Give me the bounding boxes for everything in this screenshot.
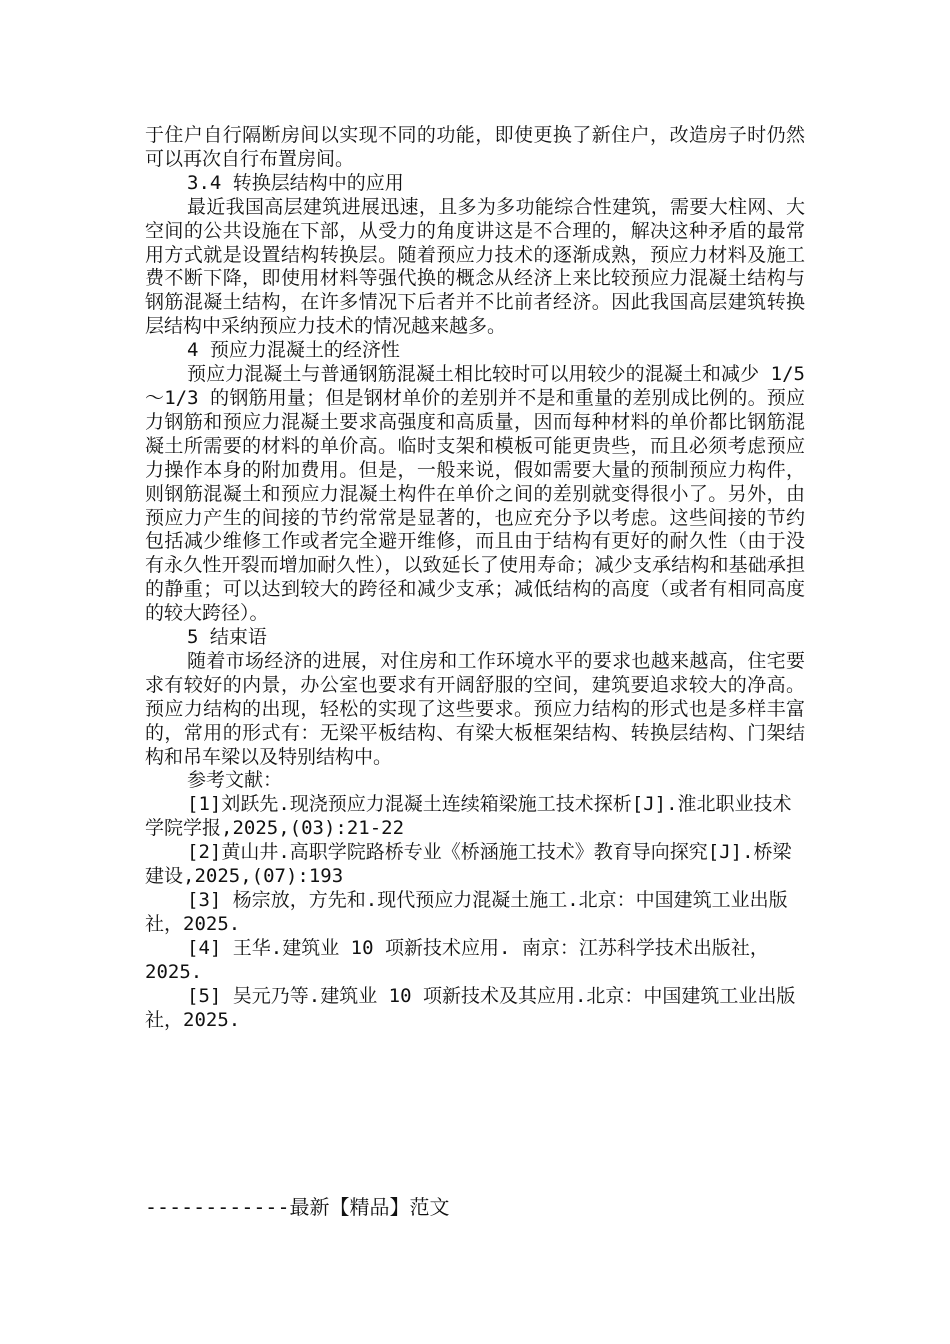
paragraph-economy: 预应力混凝土与普通钢筋混凝土相比较时可以用较少的混凝土和减少 1/5～1/3 的钢筋用量；但是钢材单价的差别并不是和重量的差别成比例的。预应力钢筋和预应力混凝土要求高强度和高质量，因而每种材料的单价都比钢筋混凝土所需要的材料的单价高。临时支架和模板可能更贵些，而且必须考虑预应力操作本身的附加费用。但是，一般来说，假如需要大量的预制预应力构件，则钢筋混凝土和预应力混凝土构件在单价之间的差别就变得很小了。另外，由预应力产生的间接的节约常常是显著的，也应充分予以考虑。这些间接的节约包括减少维修工作或者完全避开维修，而且由于结构有更好的耐久性（由于没有永久性开裂而增加耐久性），以致延长了使用寿命；减少支承结构和基础承担的静重；可以达到较大的跨径和减少支承；减低结构的高度（或者有相同高度的较大跨径）。	[145, 363, 805, 625]
reference-item-3: [3] 杨宗放，方先和.现代预应力混凝土施工.北京：中国建筑工业出版社，2025.	[145, 889, 788, 935]
reference-item-5: [5] 吴元乃等.建筑业 10 项新技术及其应用.北京：中国建筑工业出版社，2025.	[145, 984, 796, 1031]
reference-item-2: [2]黄山井.高职学院路桥专业《桥涵施工技术》教育导向探究[J].桥梁建设,2025,(07):193	[145, 841, 792, 888]
references-title: 参考文献：	[187, 769, 283, 792]
document-body	[145, 124, 805, 1032]
paragraph-transfer-layer: 最近我国高层建筑进展迅速，且多为多功能综合性建筑，需要大柱网、大空间的公共设施在下部，从受力的角度讲这是不合理的，解决这种矛盾的最常用方式就是设置结构转换层。随着预应力技术的逐渐成熟，预应力材料及施工费不断下降，即使用材料等强代换的概念从经济上来比较预应力混凝土结构与钢筋混凝土结构，在许多情况下后者并不比前者经济。因此我国高层建筑转换层结构中采纳预应力技术的情况越来越多。	[145, 195, 805, 338]
paragraph-conclusion: 随着市场经济的进展，对住房和工作环境水平的要求也越来越高，住宅要求有较好的内景，办公室也要求有开阔舒服的空间，建筑要追求较大的净高。预应力结构的出现，轻松的实现了这些要求。预应力结构的形式也是多样丰富的，常用的形式有：无梁平板结构、有梁大板框架结构、转换层结构、门架结构和吊车梁以及特别结构中。	[145, 649, 805, 768]
paragraph-continued: 于住户自行隔断房间以实现不同的功能，即使更换了新住户，改造房子时仍然可以再次自行布置房间。	[145, 124, 805, 170]
reference-item-4: [4] 王华.建筑业 10 项新技术应用. 南京：江苏科学技术出版社，2025.	[145, 936, 769, 983]
reference-item-1: [1]刘跃先.现浇预应力混凝土连续箱梁施工技术探析[J].淮北职业技术学院学报,2025,(03):21-22	[145, 793, 792, 840]
section-heading-5: 5 结束语	[187, 626, 267, 649]
section-heading-4: 4 预应力混凝土的经济性	[187, 339, 400, 362]
section-heading-3-4: 3.4 转换层结构中的应用	[187, 171, 404, 194]
footer-tagline: ------------最新【精品】范文	[145, 1195, 450, 1219]
